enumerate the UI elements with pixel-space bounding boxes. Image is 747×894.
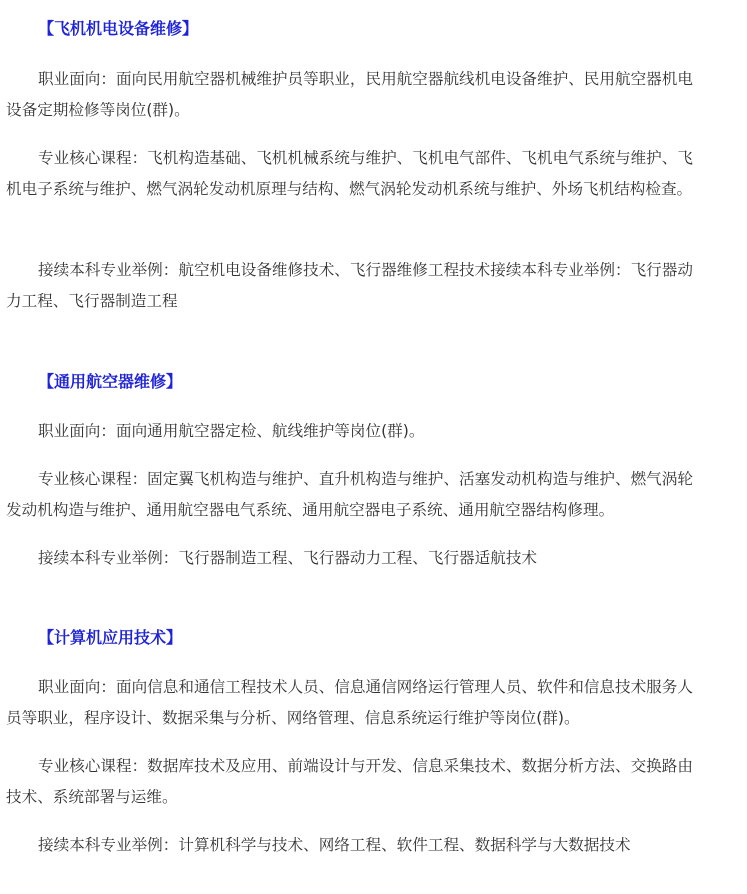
section-heading: 【计算机应用技术】 bbox=[38, 628, 183, 647]
paragraph-bachelor-majors: 接续本科专业举例：计算机科学与技术、网络工程、软件工程、数据科学与大数据技术 bbox=[38, 836, 631, 854]
paragraph-career: 职业面向：面向通用航空器定检、航线维护等岗位(群)。 bbox=[38, 422, 425, 440]
paragraph-career: 职业面向：面向民用航空器机械维护员等职业，民用航空器航线机电设备维护、民用航空器机电设备定期检修等岗位(群)。 bbox=[6, 70, 693, 119]
section-heading: 【通用航空器维修】 bbox=[38, 372, 183, 391]
paragraph-bachelor-majors: 接续本科专业举例：航空机电设备维修技术、飞行器维修工程技术接续本科专业举例：飞行器动力工程、飞行器制造工程 bbox=[6, 261, 693, 310]
paragraph-core-courses: 专业核心课程：固定翼飞机构造与维护、直升机构造与维护、活塞发动机构造与维护、燃气涡轮发动机构造与维护、通用航空器电气系统、通用航空器电子系统、通用航空器结构修理。 bbox=[6, 470, 693, 519]
section-heading: 【飞机机电设备维修】 bbox=[38, 19, 199, 38]
paragraph-core-courses: 专业核心课程：飞机构造基础、飞机机械系统与维护、飞机电气部件、飞机电气系统与维护、飞机电子系统与维护、燃气涡轮发动机原理与结构、燃气涡轮发动机系统与维护、外场飞机结构检查。 bbox=[6, 149, 693, 198]
paragraph-core-courses: 专业核心课程：数据库技术及应用、前端设计与开发、信息采集技术、数据分析方法、交换路由技术、系统部署与运维。 bbox=[6, 757, 693, 806]
paragraph-career: 职业面向：面向信息和通信工程技术人员、信息通信网络运行管理人员、软件和信息技术服务人员等职业，程序设计、数据采集与分析、网络管理、信息系统运行维护等岗位(群)。 bbox=[6, 678, 693, 727]
paragraph-bachelor-majors: 接续本科专业举例：飞行器制造工程、飞行器动力工程、飞行器适航技术 bbox=[38, 549, 538, 567]
